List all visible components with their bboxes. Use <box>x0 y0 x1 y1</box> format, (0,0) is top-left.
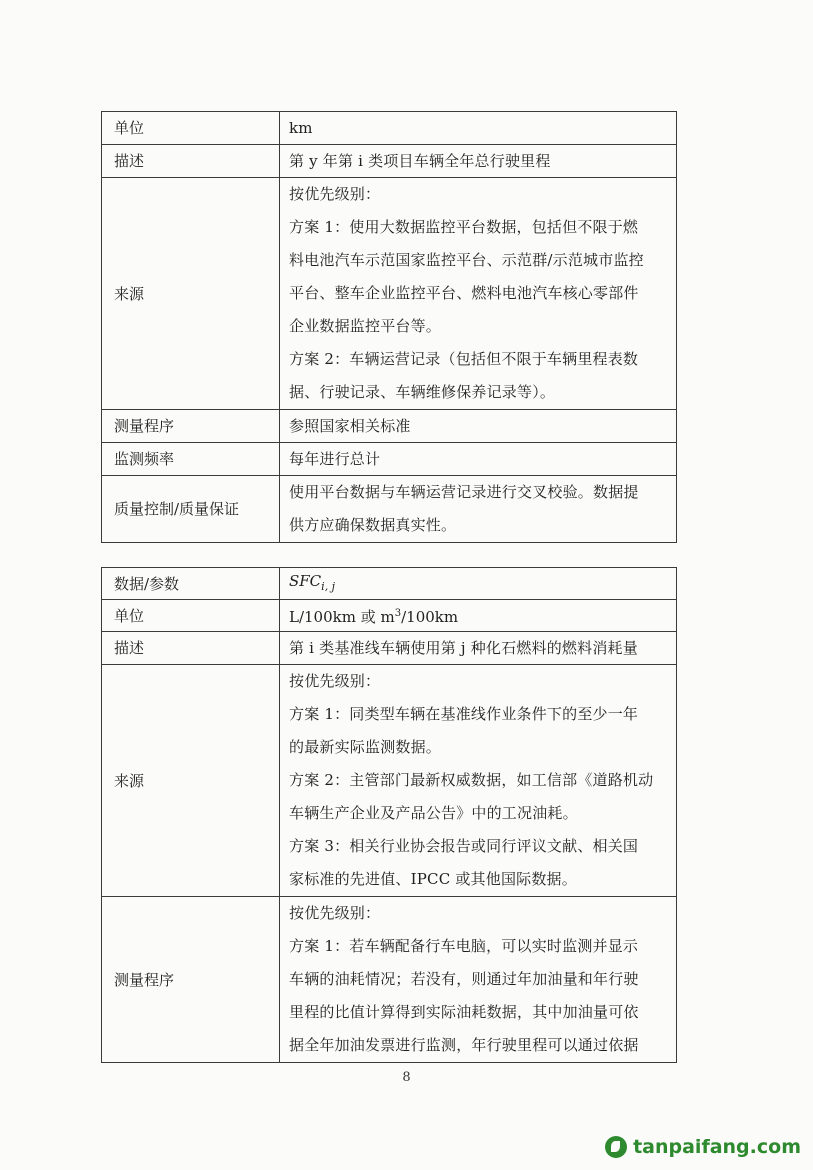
value-line: km <box>289 119 313 137</box>
row-value <box>280 145 677 178</box>
table-row <box>102 568 677 600</box>
row-label: 单位 <box>102 112 280 145</box>
value-line: 的最新实际监测数据。 <box>289 738 442 756</box>
row-value <box>280 665 677 897</box>
table-row <box>102 897 677 1063</box>
value-line: 据、行驶记录、车辆维修保养记录等）。 <box>289 383 556 401</box>
value-line: 第 i 类基准线车辆使用第 j 种化石燃料的燃料消耗量 <box>289 639 638 657</box>
table-row <box>102 632 677 665</box>
row-value <box>280 476 677 543</box>
watermark-text: tanpaifang.com <box>633 1136 801 1158</box>
value-line: 车辆的油耗情况；若没有，则通过年加油量和年行驶 <box>289 970 639 988</box>
value-line: 第 y 年第 i 类项目车辆全年总行驶里程 <box>289 152 551 170</box>
table-row <box>102 443 677 476</box>
row-value <box>280 897 677 1063</box>
parameter-table-mileage <box>101 111 677 543</box>
row-label: 测量程序 <box>102 897 280 1063</box>
table-row <box>102 410 677 443</box>
value-line: 参照国家相关标准 <box>289 417 411 435</box>
value-line: 供方应确保数据真实性。 <box>289 516 457 534</box>
value-line: 方案 1：使用大数据监控平台数据，包括但不限于燃 <box>289 218 639 236</box>
table-row <box>102 112 677 145</box>
value-line: 方案 2：车辆运营记录（包括但不限于车辆里程表数 <box>289 350 639 368</box>
table-row <box>102 600 677 632</box>
unit-value: L/100km 或 $m^3/100km$ <box>280 600 677 632</box>
value-line: 方案 3：相关行业协会报告或同行评议文献、相关国 <box>289 837 639 855</box>
row-value <box>280 443 677 476</box>
value-line: 按优先级别： <box>289 904 381 922</box>
value-line: 按优先级别： <box>289 185 381 203</box>
row-label: 数据/参数 <box>102 568 280 600</box>
table-row <box>102 145 677 178</box>
value-line: 据全年加油发票进行监测，年行驶里程可以通过依据 <box>289 1036 639 1054</box>
row-value <box>280 410 677 443</box>
row-label: 测量程序 <box>102 410 280 443</box>
leaf-logo-icon <box>605 1136 627 1158</box>
page-number: 8 <box>402 1070 411 1085</box>
value-line: 方案 1：同类型车辆在基准线作业条件下的至少一年 <box>289 705 639 723</box>
value-line: 平台、整车企业监控平台、燃料电池汽车核心零部件 <box>289 284 639 302</box>
row-label: 来源 <box>102 665 280 897</box>
row-label: 来源 <box>102 178 280 410</box>
table-row <box>102 665 677 897</box>
value-line: 方案 2：主管部门最新权威数据，如工信部《道路机动 <box>289 771 654 789</box>
site-watermark <box>605 1136 801 1158</box>
row-label: 质量控制/质量保证 <box>102 476 280 543</box>
parameter-symbol: $SFC_{i, j}$ <box>280 568 677 600</box>
value-line: 家标准的先进值、IPCC 或其他国际数据。 <box>289 870 577 888</box>
row-value <box>280 178 677 410</box>
row-label: 描述 <box>102 632 280 665</box>
value-line: 方案 1：若车辆配备行车电脑，可以实时监测并显示 <box>289 937 639 955</box>
value-line: 里程的比值计算得到实际油耗数据，其中加油量可依 <box>289 1003 639 1021</box>
value-line: 料电池汽车示范国家监控平台、示范群/示范城市监控 <box>289 251 644 269</box>
table-row <box>102 476 677 543</box>
parameter-table-fuel-consumption <box>101 567 677 1063</box>
row-label: 单位 <box>102 600 280 632</box>
value-line: 按优先级别： <box>289 672 381 690</box>
row-label: 监测频率 <box>102 443 280 476</box>
value-line: 每年进行总计 <box>289 450 381 468</box>
value-line: 车辆生产企业及产品公告》中的工况油耗。 <box>289 804 578 822</box>
row-label: 描述 <box>102 145 280 178</box>
value-line: 企业数据监控平台等。 <box>289 317 442 335</box>
row-value <box>280 632 677 665</box>
row-value <box>280 112 677 145</box>
table-row <box>102 178 677 410</box>
value-line: 使用平台数据与车辆运营记录进行交叉校验。数据提 <box>289 483 639 501</box>
